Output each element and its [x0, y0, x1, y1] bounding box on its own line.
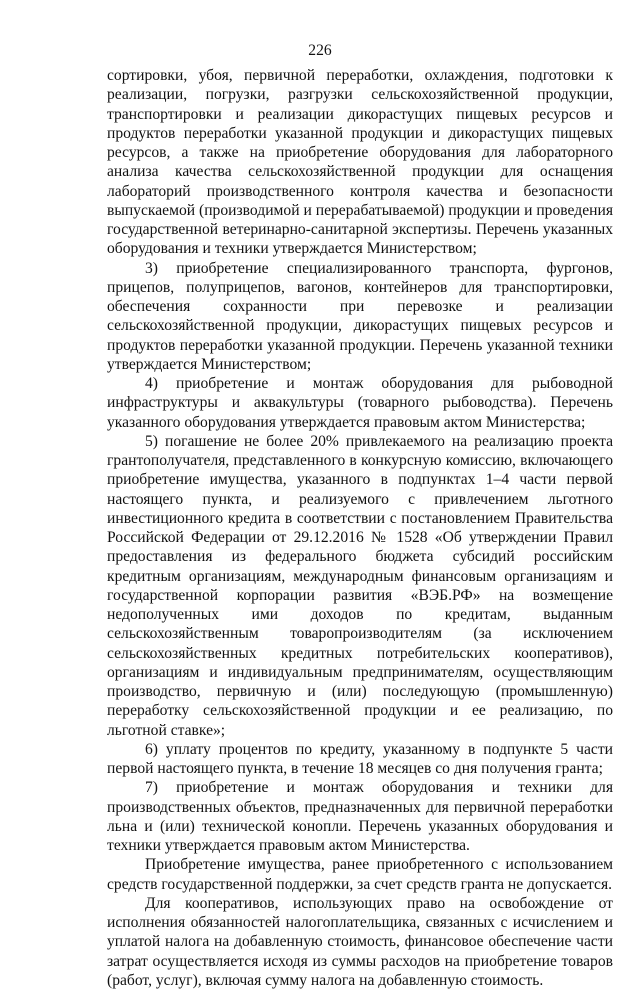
paragraph-item-4: 4) приобретение и монтаж оборудования для рыбоводной инфраструктуры и аквакультуры (товарного рыбоводства). Перечень указанного оборудования утверждается правовым актом Министерства;	[107, 375, 613, 431]
paragraph-item-3: 3) приобретение специализированного транспорта, фургонов, прицепов, полуприцепов, вагонов, контейнеров для транспортировки, обеспечения сохранности при перевозке и реализации сельскохозяйственной продукции, дикорастущих пищевых ресурсов и продуктов переработки указанной продукции. Перечень указанной техники утверждается Министерством;	[107, 259, 613, 373]
paragraph-cooperatives-vat: Для кооперативов, использующих право на освобождение от исполнения обязанностей налогоплательщика, связанных с исчислением и уплатой налога на добавленную стоимость, финансовое обеспечение части затрат осуществляется исходя из суммы расходов на приобретение товаров (работ, услуг), включая сумму налога на добавленную стоимость.	[107, 894, 613, 989]
paragraph-item-7: 7) приобретение и монтаж оборудования и техники для производственных объектов, предназначенных для первичной переработки льна и (или) технической конопли. Перечень указанных оборудования и техники утверждается правовым актом Министерства.	[107, 779, 613, 854]
page-number: 226	[308, 42, 332, 59]
paragraph-continuation: сортировки, убоя, первичной переработки, охлаждения, подготовки к реализации, погрузки, разгрузки сельскохозяйственной продукции, транспортировки и реализации дикорастущих пищевых ресурсов и продуктов переработки указанной продукции и дикорастущих пищевых ресурсов, а также на приобретение оборудования для лабораторного анализа качества сельскохозяйственной продукции для оснащения лабораторий производственного контроля качества и безопасности выпускаемой (производимой и перерабатываемой) продукции и проведения государственной ветеринарно-санитарной экспертизы. Перечень указанных оборудования и техники утверждается Министерством;	[107, 67, 613, 258]
document-body	[107, 66, 613, 990]
paragraph-item-5: 5) погашение не более 20% привлекаемого на реализацию проекта грантополучателя, представленного в конкурсную комиссию, включающего приобретение имущества, указанного в подпунктах 1–4 части первой настоящего пункта, и реализуемого с привлечением льготного инвестиционного кредита в соответствии с постановлением Правительства Российской Федерации от 29.12.2016 № 1528 «Об утверждении Правил предоставления из федерального бюджета субсидий российским кредитным организациям, международным финансовым организациям и государственной корпорации развития «ВЭБ.РФ» на возмещение недополученных ими доходов по кредитам, выданным сельскохозяйственным товаропроизводителям (за исключением сельскохозяйственных кредитных потребительских кооперативов), организациям и индивидуальным предпринимателям, осуществляющим производство, первичную и (или) последующую (промышленную) переработку сельскохозяйственной продукции и ее реализацию, по льготной ставке»;	[107, 432, 613, 739]
paragraph-property-restriction: Приобретение имущества, ранее приобретенного с использованием средств государственной поддержки, за счет средств гранта не допускается.	[107, 856, 613, 893]
paragraph-item-6: 6) уплату процентов по кредиту, указанному в подпункте 5 части первой настоящего пункта, в течение 18 месяцев со дня получения гранта;	[107, 740, 613, 777]
